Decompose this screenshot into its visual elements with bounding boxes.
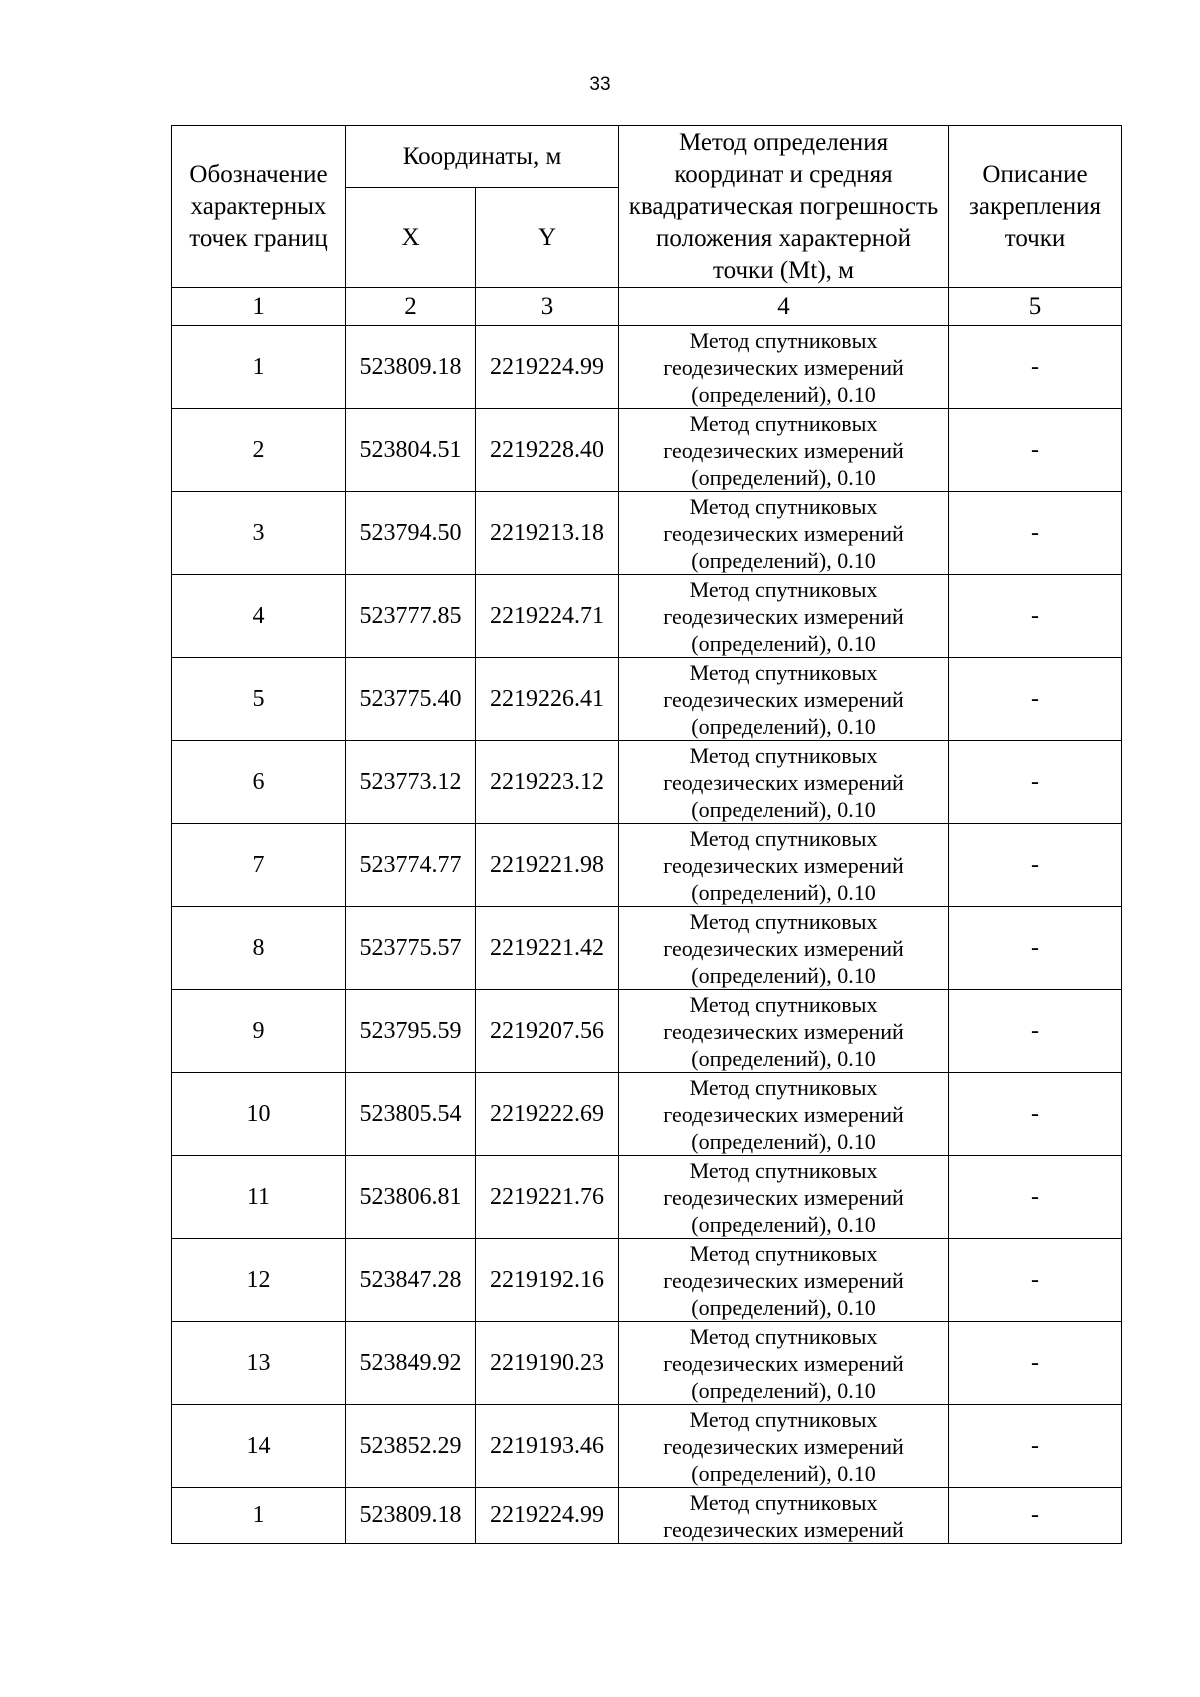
table-row: [172, 907, 1122, 990]
cell-y: 2219221.98: [476, 824, 619, 907]
cell-point: 9: [172, 990, 346, 1073]
cell-method: Метод спутниковых геодезических измерений (определений), 0.10: [619, 492, 949, 575]
header-method: Метод определения координат и средняя квадратическая погрешность положения характерной точки (Mt), м: [619, 126, 949, 288]
cell-x: 523777.85: [346, 575, 476, 658]
cell-point: 3: [172, 492, 346, 575]
cell-x: 523806.81: [346, 1156, 476, 1239]
cell-description: -: [949, 1239, 1122, 1322]
cell-method: Метод спутниковых геодезических измерений (определений), 0.10: [619, 1405, 949, 1488]
table-body: [172, 326, 1122, 1544]
cell-method: Метод спутниковых геодезических измерений (определений), 0.10: [619, 658, 949, 741]
cell-y: 2219222.69: [476, 1073, 619, 1156]
cell-point: 1: [172, 1488, 346, 1544]
cell-y: 2219223.12: [476, 741, 619, 824]
cell-method: Метод спутниковых геодезических измерений (определений), 0.10: [619, 409, 949, 492]
cell-y: 2219221.76: [476, 1156, 619, 1239]
cell-y: 2219221.42: [476, 907, 619, 990]
table-row: [172, 1405, 1122, 1488]
cell-description: -: [949, 409, 1122, 492]
cell-point: 11: [172, 1156, 346, 1239]
cell-description: -: [949, 658, 1122, 741]
cell-description: -: [949, 824, 1122, 907]
cell-point: 4: [172, 575, 346, 658]
column-number: 2: [346, 288, 476, 326]
cell-description: -: [949, 990, 1122, 1073]
cell-description: -: [949, 907, 1122, 990]
cell-x: 523852.29: [346, 1405, 476, 1488]
cell-method: Метод спутниковых геодезических измерений (определений), 0.10: [619, 1156, 949, 1239]
cell-description: -: [949, 575, 1122, 658]
cell-x: 523809.18: [346, 326, 476, 409]
cell-method: Метод спутниковых геодезических измерений (определений), 0.10: [619, 1073, 949, 1156]
cell-x: 523805.54: [346, 1073, 476, 1156]
cell-x: 523773.12: [346, 741, 476, 824]
cell-y: 2219224.99: [476, 326, 619, 409]
coordinates-table: [171, 125, 1122, 1544]
column-number: 5: [949, 288, 1122, 326]
cell-method: Метод спутниковых геодезических измерений (определений), 0.10: [619, 326, 949, 409]
cell-x: 523794.50: [346, 492, 476, 575]
cell-y: 2219228.40: [476, 409, 619, 492]
header-coordinates: Координаты, м: [346, 126, 619, 188]
cell-description: -: [949, 1405, 1122, 1488]
column-number: 4: [619, 288, 949, 326]
cell-method: Метод спутниковых геодезических измерений (определений), 0.10: [619, 824, 949, 907]
cell-y: 2219207.56: [476, 990, 619, 1073]
cell-point: 7: [172, 824, 346, 907]
cell-x: 523795.59: [346, 990, 476, 1073]
cell-method: Метод спутниковых геодезических измерений (определений), 0.10: [619, 907, 949, 990]
cell-x: 523809.18: [346, 1488, 476, 1544]
cell-y: 2219226.41: [476, 658, 619, 741]
cell-method: Метод спутниковых геодезических измерений (определений), 0.10: [619, 1239, 949, 1322]
cell-description: -: [949, 741, 1122, 824]
cell-x: 523804.51: [346, 409, 476, 492]
column-number: 3: [476, 288, 619, 326]
cell-point: 12: [172, 1239, 346, 1322]
cell-method: Метод спутниковых геодезических измерений (определений), 0.10: [619, 990, 949, 1073]
cell-point: 5: [172, 658, 346, 741]
cell-y: 2219193.46: [476, 1405, 619, 1488]
cell-y: 2219224.71: [476, 575, 619, 658]
table-row: [172, 326, 1122, 409]
cell-description: -: [949, 1488, 1122, 1544]
table-row: [172, 990, 1122, 1073]
table-row: [172, 658, 1122, 741]
cell-point: 1: [172, 326, 346, 409]
column-number-row: [172, 288, 1122, 326]
cell-description: -: [949, 492, 1122, 575]
table-row: [172, 741, 1122, 824]
cell-description: -: [949, 1073, 1122, 1156]
cell-method: Метод спутниковых геодезических измерений (определений), 0.10: [619, 575, 949, 658]
page-number: 33: [589, 74, 611, 95]
header-point-designation: Обозначение характерных точек границ: [172, 126, 346, 288]
table-row: [172, 575, 1122, 658]
table-row: [172, 492, 1122, 575]
cell-method: Метод спутниковых геодезических измерений: [619, 1488, 949, 1544]
cell-y: 2219224.99: [476, 1488, 619, 1544]
table-row: [172, 1073, 1122, 1156]
cell-point: 10: [172, 1073, 346, 1156]
header-x: X: [346, 188, 476, 288]
header-y: Y: [476, 188, 619, 288]
cell-x: 523774.77: [346, 824, 476, 907]
table-row: [172, 1488, 1122, 1544]
table-row: [172, 1156, 1122, 1239]
cell-y: 2219213.18: [476, 492, 619, 575]
cell-method: Метод спутниковых геодезических измерений (определений), 0.10: [619, 1322, 949, 1405]
cell-x: 523775.40: [346, 658, 476, 741]
cell-y: 2219190.23: [476, 1322, 619, 1405]
cell-x: 523847.28: [346, 1239, 476, 1322]
cell-x: 523775.57: [346, 907, 476, 990]
cell-description: -: [949, 1322, 1122, 1405]
table-row: [172, 409, 1122, 492]
cell-point: 6: [172, 741, 346, 824]
cell-point: 8: [172, 907, 346, 990]
header-description: Описание закрепления точки: [949, 126, 1122, 288]
table-row: [172, 824, 1122, 907]
cell-point: 14: [172, 1405, 346, 1488]
table-row: [172, 1239, 1122, 1322]
column-number: 1: [172, 288, 346, 326]
cell-x: 523849.92: [346, 1322, 476, 1405]
table-row: [172, 1322, 1122, 1405]
cell-description: -: [949, 326, 1122, 409]
cell-point: 13: [172, 1322, 346, 1405]
cell-point: 2: [172, 409, 346, 492]
cell-method: Метод спутниковых геодезических измерений (определений), 0.10: [619, 741, 949, 824]
cell-y: 2219192.16: [476, 1239, 619, 1322]
cell-description: -: [949, 1156, 1122, 1239]
